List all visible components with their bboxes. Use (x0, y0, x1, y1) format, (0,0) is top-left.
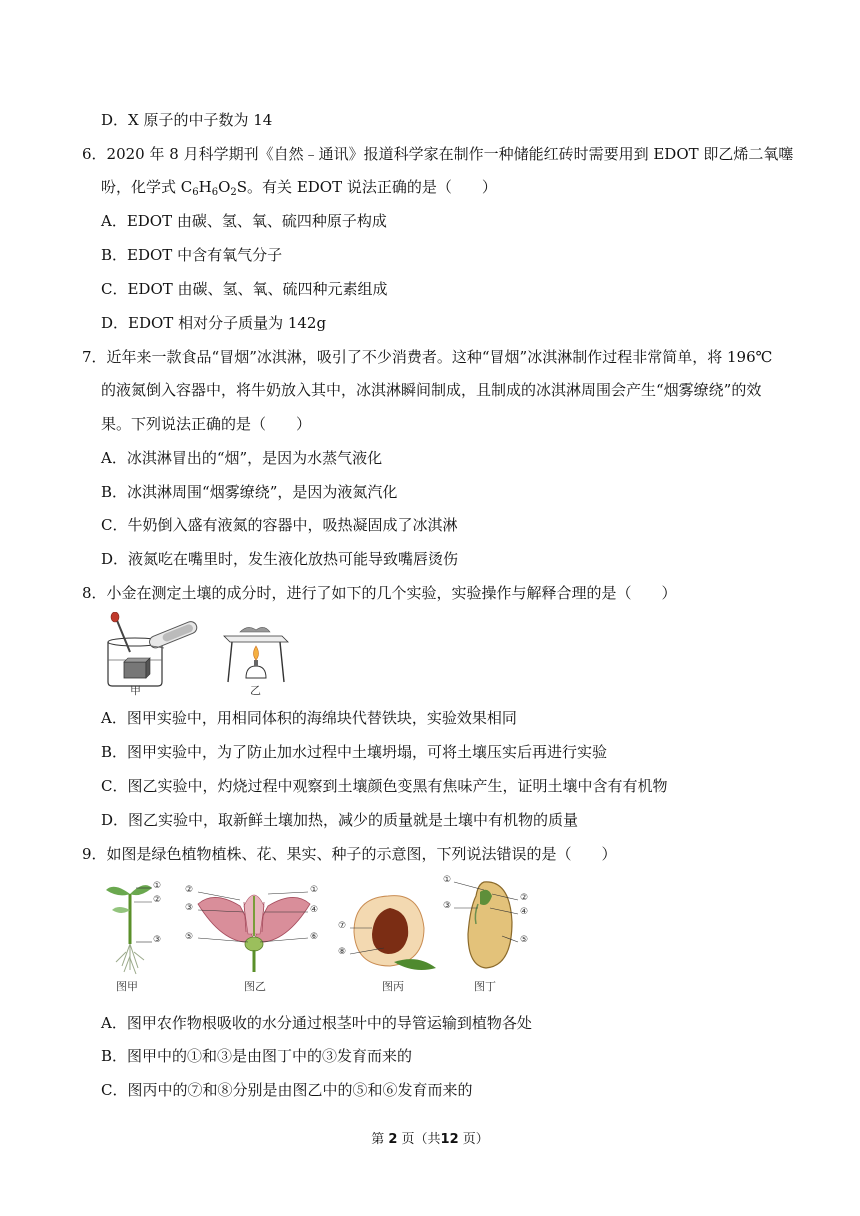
figure-label-ding: 图丁 (474, 980, 496, 993)
q6-text: 吩，化学式 C (101, 178, 193, 196)
q6-text: O (218, 178, 231, 196)
marker-4: ④ (520, 907, 529, 917)
marker-3: ③ (443, 901, 452, 911)
marker-8: ⑧ (338, 947, 347, 957)
footer-text: 第 (371, 1132, 385, 1147)
q8-figure-yi (222, 622, 292, 700)
seed-section-illustration (440, 874, 540, 974)
subscript: 6 (211, 187, 219, 198)
q6-text: H (198, 178, 212, 196)
q7-stem-line3: 果。下列说法正确的是（ ） (101, 415, 312, 433)
q8-option-c: C．图乙实验中，灼烧过程中观察到土壤颜色变黑有焦味产生，证明土壤中含有有机物 (101, 777, 668, 795)
q6-option-a: A．EDOT 由碳、氢、氧、硫四种原子构成 (101, 212, 387, 230)
marker-6: ⑥ (310, 932, 319, 942)
q8-stem: 8．小金在测定土壤的成分时，进行了如下的几个实验，实验操作与解释合理的是（ ） (82, 584, 677, 602)
q9-figure-ding (440, 874, 540, 992)
marker-3: ③ (185, 903, 194, 913)
marker-2: ② (185, 885, 194, 895)
q5-option-d: D．X 原子的中子数为 14 (101, 111, 273, 129)
q9-figure-jia (100, 876, 180, 992)
q9-stem: 9．如图是绿色植物植株、花、果实、种子的示意图，下列说法错误的是（ ） (82, 845, 617, 863)
marker-2: ② (153, 895, 162, 905)
q6-option-d: D．EDOT 相对分子质量为 142g (101, 314, 327, 332)
current-page-number: 2 (388, 1132, 398, 1147)
q7-option-b: B．冰淇淋周围“烟雾缭绕”，是因为液氮汽化 (101, 483, 398, 501)
marker-4: ④ (310, 905, 319, 915)
q9-option-c: C．图丙中的⑦和⑧分别是由图乙中的⑤和⑥发育而来的 (101, 1081, 473, 1099)
q7-option-d: D．液氮吃在嘴里时，发生液化放热可能导致嘴唇烫伤 (101, 550, 459, 568)
q6-stem-line2 (101, 177, 497, 197)
beaker-experiment-illustration (100, 612, 210, 700)
total-page-count: 12 (440, 1132, 459, 1147)
q6-stem-line1: 6．2020 年 8 月科学期刊《自然﹣通讯》报道科学家在制作一种储能红砖时需要用到 EDOT 即乙烯二氧噻 (82, 145, 794, 163)
q6-text: S。有关 EDOT 说法正确的是（ ） (236, 178, 497, 196)
q8-figure-jia (100, 612, 210, 700)
marker-2: ② (520, 893, 529, 903)
q9-option-b: B．图甲中的①和③是由图丁中的③发育而来的 (101, 1047, 413, 1065)
footer-text: 页） (462, 1132, 489, 1147)
q8-option-d: D．图乙实验中，取新鲜土壤加热，减少的质量就是土壤中有机物的质量 (101, 811, 579, 829)
plant-seedling-illustration (100, 876, 180, 976)
subscript: 6 (192, 187, 199, 198)
marker-1: ① (310, 885, 319, 895)
flower-section-illustration (184, 876, 324, 976)
figure-label-yi-9: 图乙 (244, 980, 266, 993)
q9-option-a: A．图甲农作物根吸收的水分通过根茎叶中的导管运输到植物各处 (101, 1014, 532, 1032)
marker-3: ③ (153, 935, 162, 945)
marker-7: ⑦ (338, 921, 347, 931)
marker-1: ① (153, 881, 162, 891)
q7-stem-line1: 7．近年来一款食品“冒烟”冰淇淋，吸引了不少消费者。这种“冒烟”冰淇淋制作过程非常简单，将 196℃ (82, 348, 773, 366)
fruit-section-illustration (338, 882, 438, 974)
q7-option-c: C．牛奶倒入盛有液氮的容器中，吸热凝固成了冰淇淋 (101, 516, 458, 534)
q7-stem-line2: 的液氮倒入容器中，将牛奶放入其中，冰淇淋瞬间制成，且制成的冰淇淋周围会产生“烟雾缭绕”的效 (101, 381, 762, 399)
marker-1: ① (443, 875, 452, 885)
subscript: 2 (230, 187, 237, 198)
q9-figure-yi (184, 876, 324, 992)
q8-option-a: A．图甲实验中，用相同体积的海绵块代替铁块，实验效果相同 (101, 709, 517, 727)
q6-option-c: C．EDOT 由碳、氢、氧、硫四种元素组成 (101, 280, 388, 298)
page-footer (0, 1128, 860, 1147)
q9-figure-bing (338, 882, 438, 992)
marker-5: ⑤ (185, 932, 194, 942)
figure-label-jia-9: 图甲 (116, 980, 138, 993)
figure-label-yi: 乙 (250, 684, 261, 697)
footer-text: 页（共 (401, 1132, 441, 1147)
figure-label-jia: 甲 (130, 684, 141, 697)
q8-option-b: B．图甲实验中，为了防止加水过程中土壤坍塌，可将土壤压实后再进行实验 (101, 743, 608, 761)
q7-option-a: A．冰淇淋冒出的“烟”，是因为水蒸气液化 (101, 449, 383, 467)
figure-label-bing: 图丙 (382, 980, 404, 993)
marker-5: ⑤ (520, 935, 529, 945)
q6-option-b: B．EDOT 中含有氧气分子 (101, 246, 283, 264)
